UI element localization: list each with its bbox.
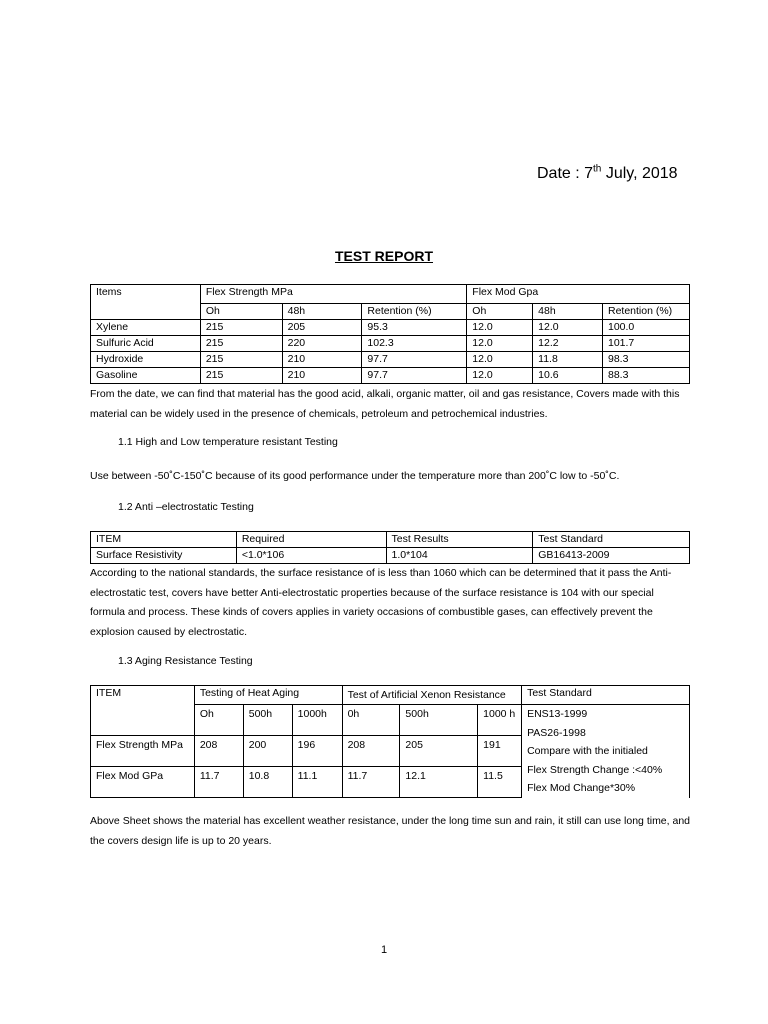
standard-line: Flex Mod Change*30% — [527, 782, 636, 794]
cell: GB16413-2009 — [533, 548, 690, 564]
cell: <1.0*106 — [236, 548, 386, 564]
page-number: 1 — [380, 944, 388, 956]
section-heading-electrostatic: 1.2 Anti –electrostatic Testing — [118, 501, 254, 513]
table-row — [91, 352, 690, 368]
header-xenon: Test of Artificial Xenon Resistance — [342, 686, 521, 705]
header-flex-mod: Flex Mod Gpa — [467, 285, 690, 304]
row-label: Sulfuric Acid — [91, 336, 201, 352]
header-item: ITEM — [91, 686, 195, 736]
header-required: Required — [236, 532, 386, 548]
cell: 208 — [194, 736, 243, 767]
header-test-standard: Test Standard — [533, 532, 690, 548]
test-standard-cell — [522, 705, 690, 798]
subheader: 0h — [342, 705, 400, 736]
standard-line: Flex Strength Change :<40% — [527, 763, 663, 776]
cell: 10.6 — [533, 368, 603, 384]
header-flex-strength: Flex Strength MPa — [200, 285, 466, 304]
cell: 200 — [243, 736, 292, 767]
subheader: Oh — [194, 705, 243, 736]
paragraph-temperature: Use between -50˚C-150˚C because of its good performance under the temperature more than 200˚C low to -50˚C. — [90, 470, 620, 482]
subheader: Oh — [467, 304, 533, 320]
section-heading-aging: 1.3 Aging Resistance Testing — [118, 655, 253, 667]
section-heading-temperature: 1.1 High and Low temperature resistant Testing — [118, 436, 338, 448]
cell: 220 — [282, 336, 362, 352]
report-date: Date : 7th July, 2018 — [537, 163, 678, 182]
cell: 95.3 — [362, 320, 467, 336]
cell: 97.7 — [362, 352, 467, 368]
header-test-standard: Test Standard — [522, 686, 690, 705]
row-label: Flex Mod GPa — [91, 767, 195, 798]
cell: 215 — [200, 368, 282, 384]
cell: 215 — [200, 352, 282, 368]
cell: 1.0*104 — [386, 548, 533, 564]
chemical-resistance-table — [90, 284, 690, 384]
subheader: 500h — [400, 705, 478, 736]
cell: 97.7 — [362, 368, 467, 384]
cell: 12.0 — [467, 320, 533, 336]
row-label: Hydroxide — [91, 352, 201, 368]
table-row — [91, 336, 690, 352]
electrostatic-table — [90, 531, 690, 564]
subheader: 500h — [243, 705, 292, 736]
cell: 12.0 — [533, 320, 603, 336]
header-test-results: Test Results — [386, 532, 533, 548]
cell: 10.8 — [243, 767, 292, 798]
cell: 215 — [200, 320, 282, 336]
subheader: 48h — [533, 304, 603, 320]
cell: 12.2 — [533, 336, 603, 352]
row-label: Surface Resistivity — [91, 548, 237, 564]
cell: 88.3 — [602, 368, 689, 384]
subheader: 1000 h — [478, 705, 522, 736]
subheader: 1000h — [292, 705, 342, 736]
standard-line: PAS26-1998 — [527, 726, 586, 739]
cell: 11.8 — [533, 352, 603, 368]
header-items: Items — [91, 285, 201, 320]
standard-line: ENS13-1999 — [527, 708, 588, 720]
cell: 11.7 — [342, 767, 400, 798]
cell: 205 — [282, 320, 362, 336]
subheader: Retention (%) — [602, 304, 689, 320]
cell: 12.0 — [467, 368, 533, 384]
cell: 12.1 — [400, 767, 478, 798]
header-heat-aging: Testing of Heat Aging — [194, 686, 342, 705]
cell: 100.0 — [602, 320, 689, 336]
cell: 215 — [200, 336, 282, 352]
table-row — [91, 368, 690, 384]
row-label: Xylene — [91, 320, 201, 336]
cell: 196 — [292, 736, 342, 767]
row-label: Gasoline — [91, 368, 201, 384]
paragraph-electrostatic: According to the national standards, the surface resistance of is less than 1060 which can be determined that it pass the Anti-electrostatic test, covers have better Anti-electrostatic properties because of the surface resistance is 104 with our special formula and process. These kinds of covers applies in variety occasions of combustible gases, can effectively prevent the explosion caused by electrostatic. — [90, 567, 672, 638]
cell: 11.7 — [194, 767, 243, 798]
table-row — [91, 548, 690, 564]
table-row — [91, 320, 690, 336]
cell: 205 — [400, 736, 478, 767]
cell: 11.5 — [478, 767, 522, 798]
aging-resistance-table — [90, 685, 690, 798]
subheader: Retention (%) — [362, 304, 467, 320]
subheader: 48h — [282, 304, 362, 320]
cell: 102.3 — [362, 336, 467, 352]
cell: 210 — [282, 352, 362, 368]
header-item: ITEM — [91, 532, 237, 548]
cell: 208 — [342, 736, 400, 767]
cell: 191 — [478, 736, 522, 767]
cell: 98.3 — [602, 352, 689, 368]
cell: 11.1 — [292, 767, 342, 798]
paragraph-aging: Above Sheet shows the material has excellent weather resistance, under the long time sun and rain, it still can use long time, and the covers design life is up to 20 years. — [90, 815, 691, 847]
row-label: Flex Strength MPa — [91, 736, 195, 767]
page-title: TEST REPORT — [334, 248, 433, 264]
cell: 12.0 — [467, 352, 533, 368]
subheader: Oh — [200, 304, 282, 320]
paragraph-chemical: From the date, we can find that material has the good acid, alkali, organic matter, oil and gas resistance, Covers made with this material can be widely used in the presence of chemicals, petroleum and petrochemical industries. — [90, 388, 680, 420]
cell: 12.0 — [467, 336, 533, 352]
cell: 210 — [282, 368, 362, 384]
cell: 101.7 — [602, 336, 689, 352]
standard-line: Compare with the initialed — [527, 745, 648, 757]
